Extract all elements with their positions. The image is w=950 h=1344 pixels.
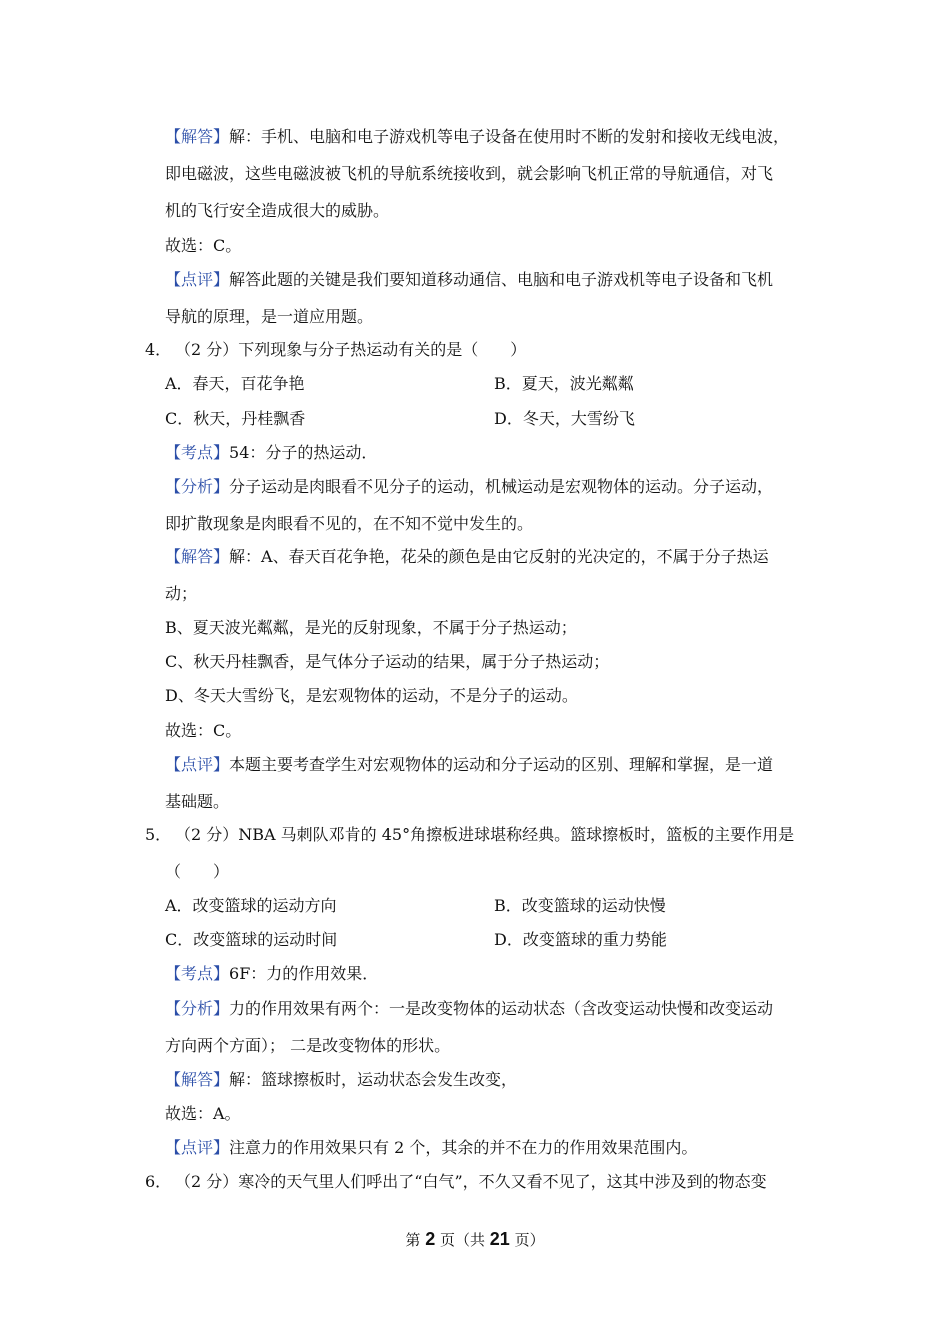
q4-choice: 故选：C。 [165, 721, 242, 740]
q4-answer-line: 【解答】解：A、春天百花争艳，花朵的颜色是由它反射的光决定的，不属于分子热运 [165, 547, 769, 566]
q5-option-b: B．改变篮球的运动快慢 [494, 896, 666, 915]
analysis-tag: 【分析】 [165, 999, 230, 1018]
q4-comment-line: 基础题。 [165, 792, 230, 811]
answer-tag: 【解答】 [165, 127, 230, 146]
q4-option-b: B．夏天，波光粼粼 [494, 374, 634, 393]
q4-analysis-line: 即扩散现象是肉眼看不见的，在不知不觉中发生的。 [165, 514, 534, 533]
total-pages: 21 [489, 1229, 510, 1249]
comment-tag: 【点评】 [165, 1138, 230, 1157]
q4-analysis-line: 【分析】分子运动是肉眼看不见分子的运动，机械运动是宏观物体的运动。分子运动， [165, 477, 774, 496]
q4-comment-line: 【点评】本题主要考查学生对宏观物体的运动和分子运动的区别、理解和掌握，是一道 [165, 755, 774, 774]
comment-tag: 【点评】 [165, 270, 230, 289]
q5-stem-line: （2 分）NBA 马刺队邓肯的 45°角擦板进球堪称经典。篮球擦板时，篮板的主要作用是 [175, 825, 795, 844]
q5-stem-line: （ ） [165, 862, 230, 881]
answer-tag: 【解答】 [165, 1070, 230, 1089]
answer-tag: 【解答】 [165, 547, 230, 566]
q3-answer-line: 机的飞行安全造成很大的威胁。 [165, 201, 390, 220]
q5-option-d: D．改变篮球的重力势能 [494, 930, 667, 949]
analysis-tag: 【分析】 [165, 477, 230, 496]
page-footer: 第 2 页（共 21 页） [405, 1229, 545, 1249]
q6-stem: （2 分）寒冷的天气里人们呼出了“白气”，不久又看不见了，这其中涉及到的物态变 [175, 1172, 767, 1191]
page-number: 2 [425, 1229, 436, 1249]
q4-answer-line: 动； [165, 584, 198, 603]
q4-option-a: A．春天，百花争艳 [165, 374, 305, 393]
q5-number: 5． [145, 825, 172, 844]
q4-option-d: D．冬天，大雪纷飞 [494, 409, 635, 428]
q3-answer-line: 【解答】解：手机、电脑和电子游戏机等电子设备在使用时不断的发射和接收无线电波， [165, 127, 790, 146]
kaodian-tag: 【考点】 [165, 443, 230, 462]
q4-option-c: C．秋天，丹桂飘香 [165, 409, 306, 428]
q3-comment-line: 【点评】解答此题的关键是我们要知道移动通信、电脑和电子游戏机等电子设备和飞机 [165, 270, 774, 289]
q5-choice: 故选：A。 [165, 1104, 241, 1123]
q4-kaodian: 【考点】54：分子的热运动． [165, 443, 378, 462]
q6-number: 6． [145, 1172, 172, 1191]
q5-analysis-line: 【分析】力的作用效果有两个：一是改变物体的运动状态（含改变运动快慢和改变运动 [165, 999, 774, 1018]
q3-comment-line: 导航的原理，是一道应用题。 [165, 307, 374, 326]
q5-option-c: C．改变篮球的运动时间 [165, 930, 338, 949]
q4-answer-line: D、冬天大雪纷飞，是宏观物体的运动，不是分子的运动。 [165, 686, 578, 705]
q5-analysis-line: 方向两个方面）； 二是改变物体的形状。 [165, 1036, 451, 1055]
q4-number: 4． [145, 340, 172, 359]
q3-answer-line: 即电磁波，这些电磁波被飞机的导航系统接收到，就会影响飞机正常的导航通信，对飞 [165, 164, 774, 183]
kaodian-tag: 【考点】 [165, 964, 230, 983]
q5-option-a: A．改变篮球的运动方向 [165, 896, 337, 915]
q5-answer-line: 【解答】解：篮球擦板时，运动状态会发生改变， [165, 1070, 518, 1089]
comment-tag: 【点评】 [165, 755, 230, 774]
q3-choice: 故选：C。 [165, 236, 242, 255]
q4-answer-line: C、秋天丹桂飘香，是气体分子运动的结果，属于分子热运动； [165, 652, 610, 671]
q5-comment-line: 【点评】注意力的作用效果只有 2 个，其余的并不在力的作用效果范围内。 [165, 1138, 698, 1157]
q5-kaodian: 【考点】6F：力的作用效果． [165, 964, 379, 983]
q4-answer-line: B、夏天波光粼粼，是光的反射现象，不属于分子热运动； [165, 618, 577, 637]
q4-stem: （2 分）下列现象与分子热运动有关的是（ ） [175, 340, 527, 359]
